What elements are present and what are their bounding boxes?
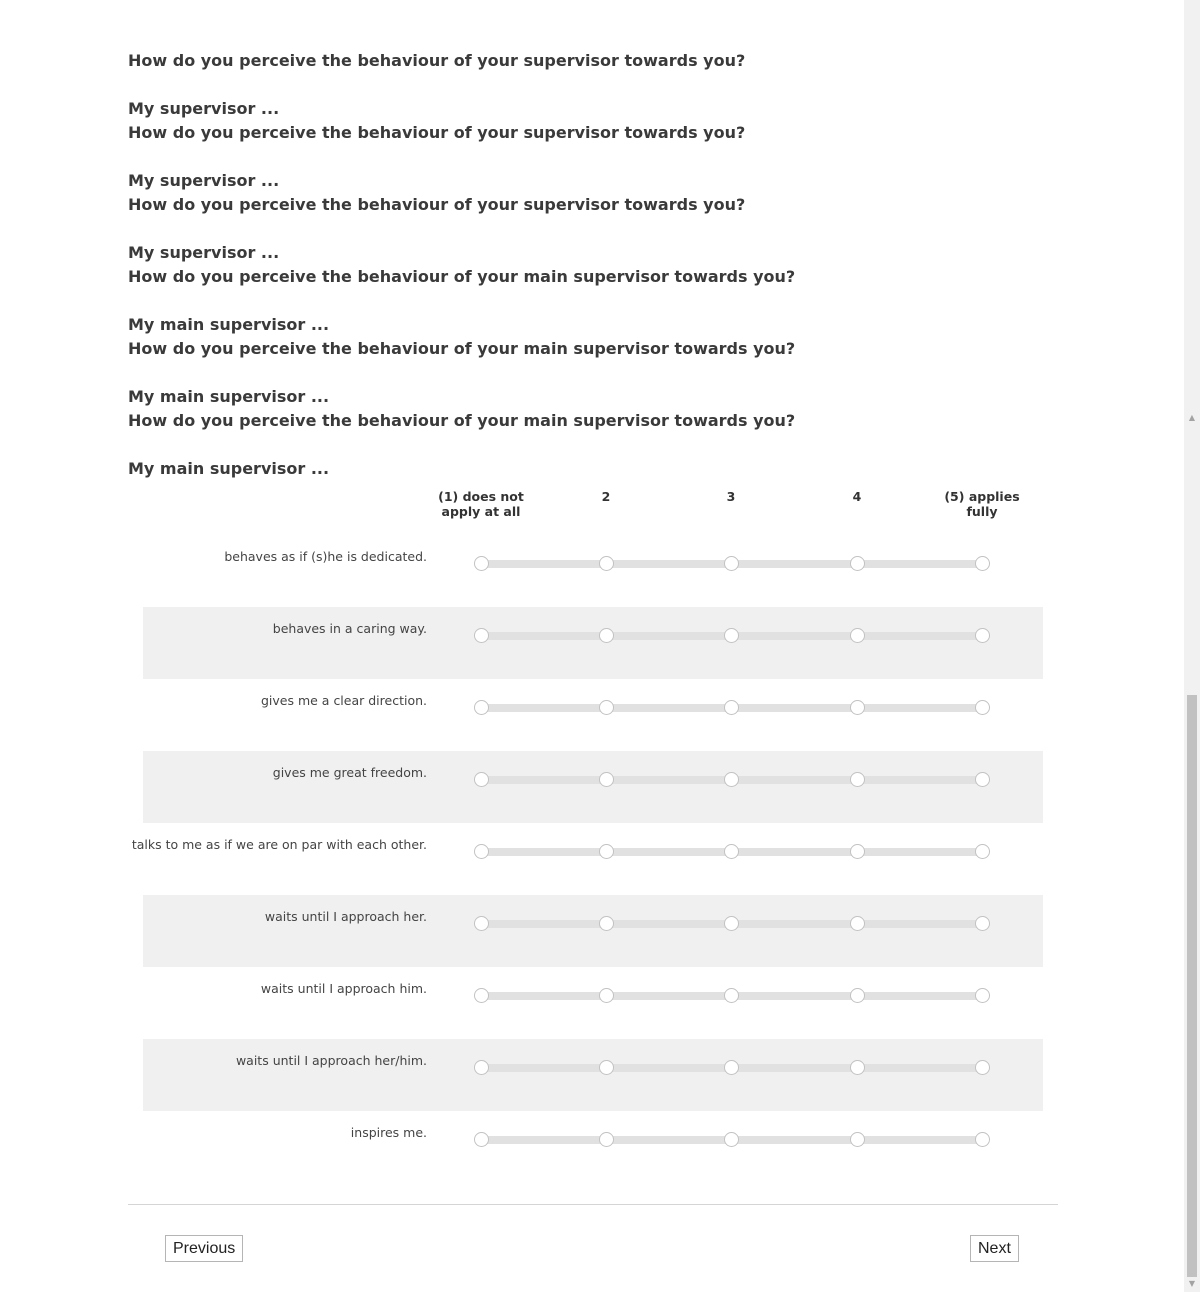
item-statement: behaves as if (s)he is dedicated.	[224, 549, 427, 564]
rating-radio-3[interactable]	[724, 988, 739, 1003]
rating-radio-2[interactable]	[599, 1060, 614, 1075]
scale-label-2: 2	[601, 489, 611, 504]
rating-radio-5[interactable]	[975, 700, 990, 715]
rating-radio-3[interactable]	[724, 844, 739, 859]
likert-row	[143, 967, 1043, 1039]
rating-radio-2[interactable]	[599, 700, 614, 715]
rating-radio-3[interactable]	[724, 700, 739, 715]
rating-radio-4[interactable]	[850, 628, 865, 643]
question-text: How do you perceive the behaviour of your supervisor towards you?	[128, 51, 746, 70]
scrollbar-thumb[interactable]	[1187, 695, 1197, 1277]
scale-label-4: 4	[852, 489, 862, 504]
rating-radio-3[interactable]	[724, 916, 739, 931]
question-text: How do you perceive the behaviour of your supervisor towards you?	[128, 195, 746, 214]
likert-row	[143, 607, 1043, 679]
rating-radio-4[interactable]	[850, 916, 865, 931]
rating-radio-1[interactable]	[474, 1060, 489, 1075]
scale-label-3: 3	[726, 489, 736, 504]
scroll-down-arrow-icon[interactable]: ▼	[1188, 1279, 1196, 1288]
rating-radio-5[interactable]	[975, 988, 990, 1003]
rating-radio-1[interactable]	[474, 916, 489, 931]
rating-radio-4[interactable]	[850, 772, 865, 787]
rating-radio-3[interactable]	[724, 1060, 739, 1075]
question-text: How do you perceive the behaviour of your main supervisor towards you?	[128, 339, 796, 358]
rating-radio-5[interactable]	[975, 556, 990, 571]
next-button[interactable]: Next	[970, 1235, 1019, 1262]
rating-radio-2[interactable]	[599, 844, 614, 859]
likert-row	[143, 895, 1043, 967]
question-text: How do you perceive the behaviour of your main supervisor towards you?	[128, 267, 796, 286]
rating-radio-3[interactable]	[724, 628, 739, 643]
likert-row	[143, 1039, 1043, 1111]
rating-radio-3[interactable]	[724, 556, 739, 571]
rating-radio-1[interactable]	[474, 772, 489, 787]
rating-radio-5[interactable]	[975, 844, 990, 859]
rating-radio-1[interactable]	[474, 1132, 489, 1147]
likert-row	[131, 823, 1043, 895]
rating-radio-4[interactable]	[850, 556, 865, 571]
question-stem: My main supervisor ...	[128, 387, 330, 406]
rating-radio-4[interactable]	[850, 988, 865, 1003]
item-statement: gives me great freedom.	[272, 765, 427, 780]
item-statement: waits until I approach him.	[260, 981, 427, 996]
item-statement: waits until I approach her/him.	[235, 1053, 427, 1068]
rating-radio-4[interactable]	[850, 700, 865, 715]
rating-radio-2[interactable]	[599, 556, 614, 571]
item-statement: talks to me as if we are on par with each other.	[131, 837, 427, 852]
item-statement: behaves in a caring way.	[272, 621, 427, 636]
footer-divider	[128, 1204, 1058, 1205]
rating-radio-5[interactable]	[975, 1132, 990, 1147]
likert-row	[143, 751, 1043, 823]
question-stem: My supervisor ...	[128, 171, 280, 190]
rating-radio-2[interactable]	[599, 772, 614, 787]
question-stem: My supervisor ...	[128, 243, 280, 262]
rating-radio-5[interactable]	[975, 628, 990, 643]
question-text: How do you perceive the behaviour of your supervisor towards you?	[128, 123, 746, 142]
question-stem: My supervisor ...	[128, 99, 280, 118]
rating-radio-2[interactable]	[599, 1132, 614, 1147]
item-statement: gives me a clear direction.	[260, 693, 427, 708]
rating-radio-1[interactable]	[474, 628, 489, 643]
scroll-up-arrow-icon[interactable]: ▲	[1188, 413, 1196, 422]
rating-radio-3[interactable]	[724, 1132, 739, 1147]
rating-radio-2[interactable]	[599, 628, 614, 643]
rating-radio-5[interactable]	[975, 1060, 990, 1075]
rating-radio-4[interactable]	[850, 1060, 865, 1075]
rating-radio-2[interactable]	[599, 988, 614, 1003]
question-text: How do you perceive the behaviour of your main supervisor towards you?	[128, 411, 796, 430]
likert-row	[143, 1111, 1043, 1183]
scale-label-1: (1) does not apply at all	[438, 489, 524, 519]
rating-radio-5[interactable]	[975, 772, 990, 787]
item-statement: inspires me.	[350, 1125, 427, 1140]
rating-radio-1[interactable]	[474, 700, 489, 715]
previous-button[interactable]: Previous	[165, 1235, 243, 1262]
rating-radio-1[interactable]	[474, 556, 489, 571]
rating-radio-1[interactable]	[474, 988, 489, 1003]
likert-row	[143, 679, 1043, 751]
page-scrollbar[interactable]	[1184, 0, 1200, 1292]
scale-header	[0, 489, 1184, 529]
rating-radio-1[interactable]	[474, 844, 489, 859]
rating-radio-3[interactable]	[724, 772, 739, 787]
rating-radio-4[interactable]	[850, 844, 865, 859]
rating-radio-5[interactable]	[975, 916, 990, 931]
rating-radio-2[interactable]	[599, 916, 614, 931]
question-stem: My main supervisor ...	[128, 459, 330, 478]
likert-row	[143, 535, 1043, 607]
question-intro	[128, 49, 1028, 481]
question-stem: My main supervisor ...	[128, 315, 330, 334]
scale-label-5: (5) applies fully	[944, 489, 1020, 519]
rating-radio-4[interactable]	[850, 1132, 865, 1147]
item-statement: waits until I approach her.	[264, 909, 427, 924]
